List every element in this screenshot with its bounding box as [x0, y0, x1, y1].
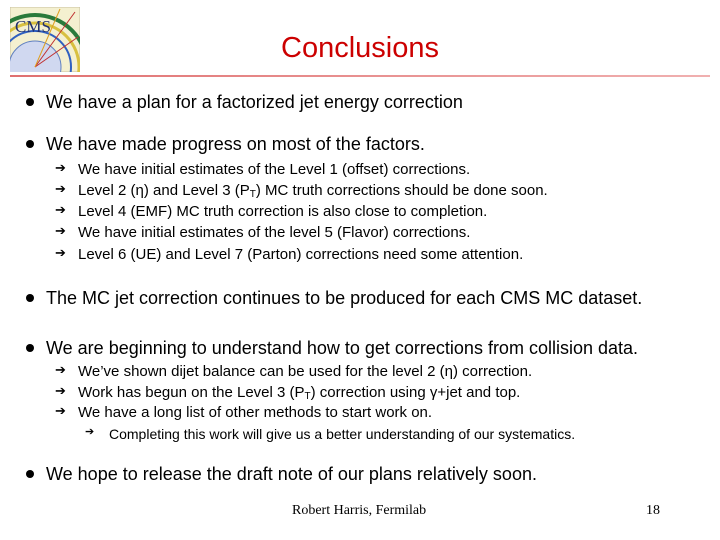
- arrow-right-icon: ➔: [85, 426, 95, 438]
- sub-bullet-text: We have initial estimates of the Level 1 (offset) corrections.: [78, 161, 471, 178]
- arrow-right-icon: ➔: [55, 403, 66, 418]
- sub-bullet-text: We’ve shown dijet balance can be used for the level 2 (η) correction.: [78, 363, 533, 380]
- arrow-right-icon: ➔: [55, 160, 66, 175]
- sub-sub-bullet-text: Completing this work will give us a better understanding of our systematics.: [109, 426, 576, 442]
- bullet-text: We hope to release the draft note of our plans relatively soon.: [46, 464, 537, 484]
- bullet-text: We have a plan for a factorized jet energy correction: [46, 92, 463, 112]
- bullet-dot-icon: [26, 470, 34, 478]
- bullet-text: We are beginning to understand how to get corrections from collision data.: [46, 338, 639, 358]
- logo-text: CMS: [15, 17, 51, 36]
- sub-bullet-text: Work has begun on the Level 3 $(P_T)$ correction using γ+jet and top.: [78, 384, 521, 402]
- sub-bullet-text: Level 4 (EMF) MC truth correction is also close to completion.: [78, 203, 488, 220]
- arrow-right-icon: ➔: [55, 223, 66, 238]
- footer-author: Robert Harris, Fermilab: [292, 503, 427, 518]
- slide-title: Conclusions: [281, 32, 439, 64]
- sub-bullet-text: Level 6 (UE) and Level 7 (Parton) corrections need some attention.: [78, 246, 524, 263]
- bullet-text: We have made progress on most of the factors.: [46, 134, 425, 154]
- sub-bullet-text: We have initial estimates of the level 5 (Flavor) corrections.: [78, 224, 471, 241]
- arrow-right-icon: ➔: [55, 202, 66, 217]
- sub-bullet-text: We have a long list of other methods to start work on.: [78, 404, 433, 421]
- arrow-right-icon: ➔: [55, 245, 66, 260]
- arrow-right-icon: ➔: [55, 362, 66, 377]
- sub-bullet-text: Level 2 (η) and Level 3 $(P_T)$ MC truth corrections should be done soon.: [78, 182, 548, 200]
- arrow-right-icon: ➔: [55, 383, 66, 398]
- page-number: 18: [646, 503, 660, 518]
- bullet-dot-icon: [26, 98, 34, 106]
- arrow-right-icon: ➔: [55, 181, 66, 196]
- bullet-dot-icon: [26, 344, 34, 352]
- title-divider: [10, 75, 710, 77]
- bullet-dot-icon: [26, 294, 34, 302]
- bullet-dot-icon: [26, 140, 34, 148]
- bullet-text: The MC jet correction continues to be produced for each CMS MC dataset.: [46, 288, 643, 308]
